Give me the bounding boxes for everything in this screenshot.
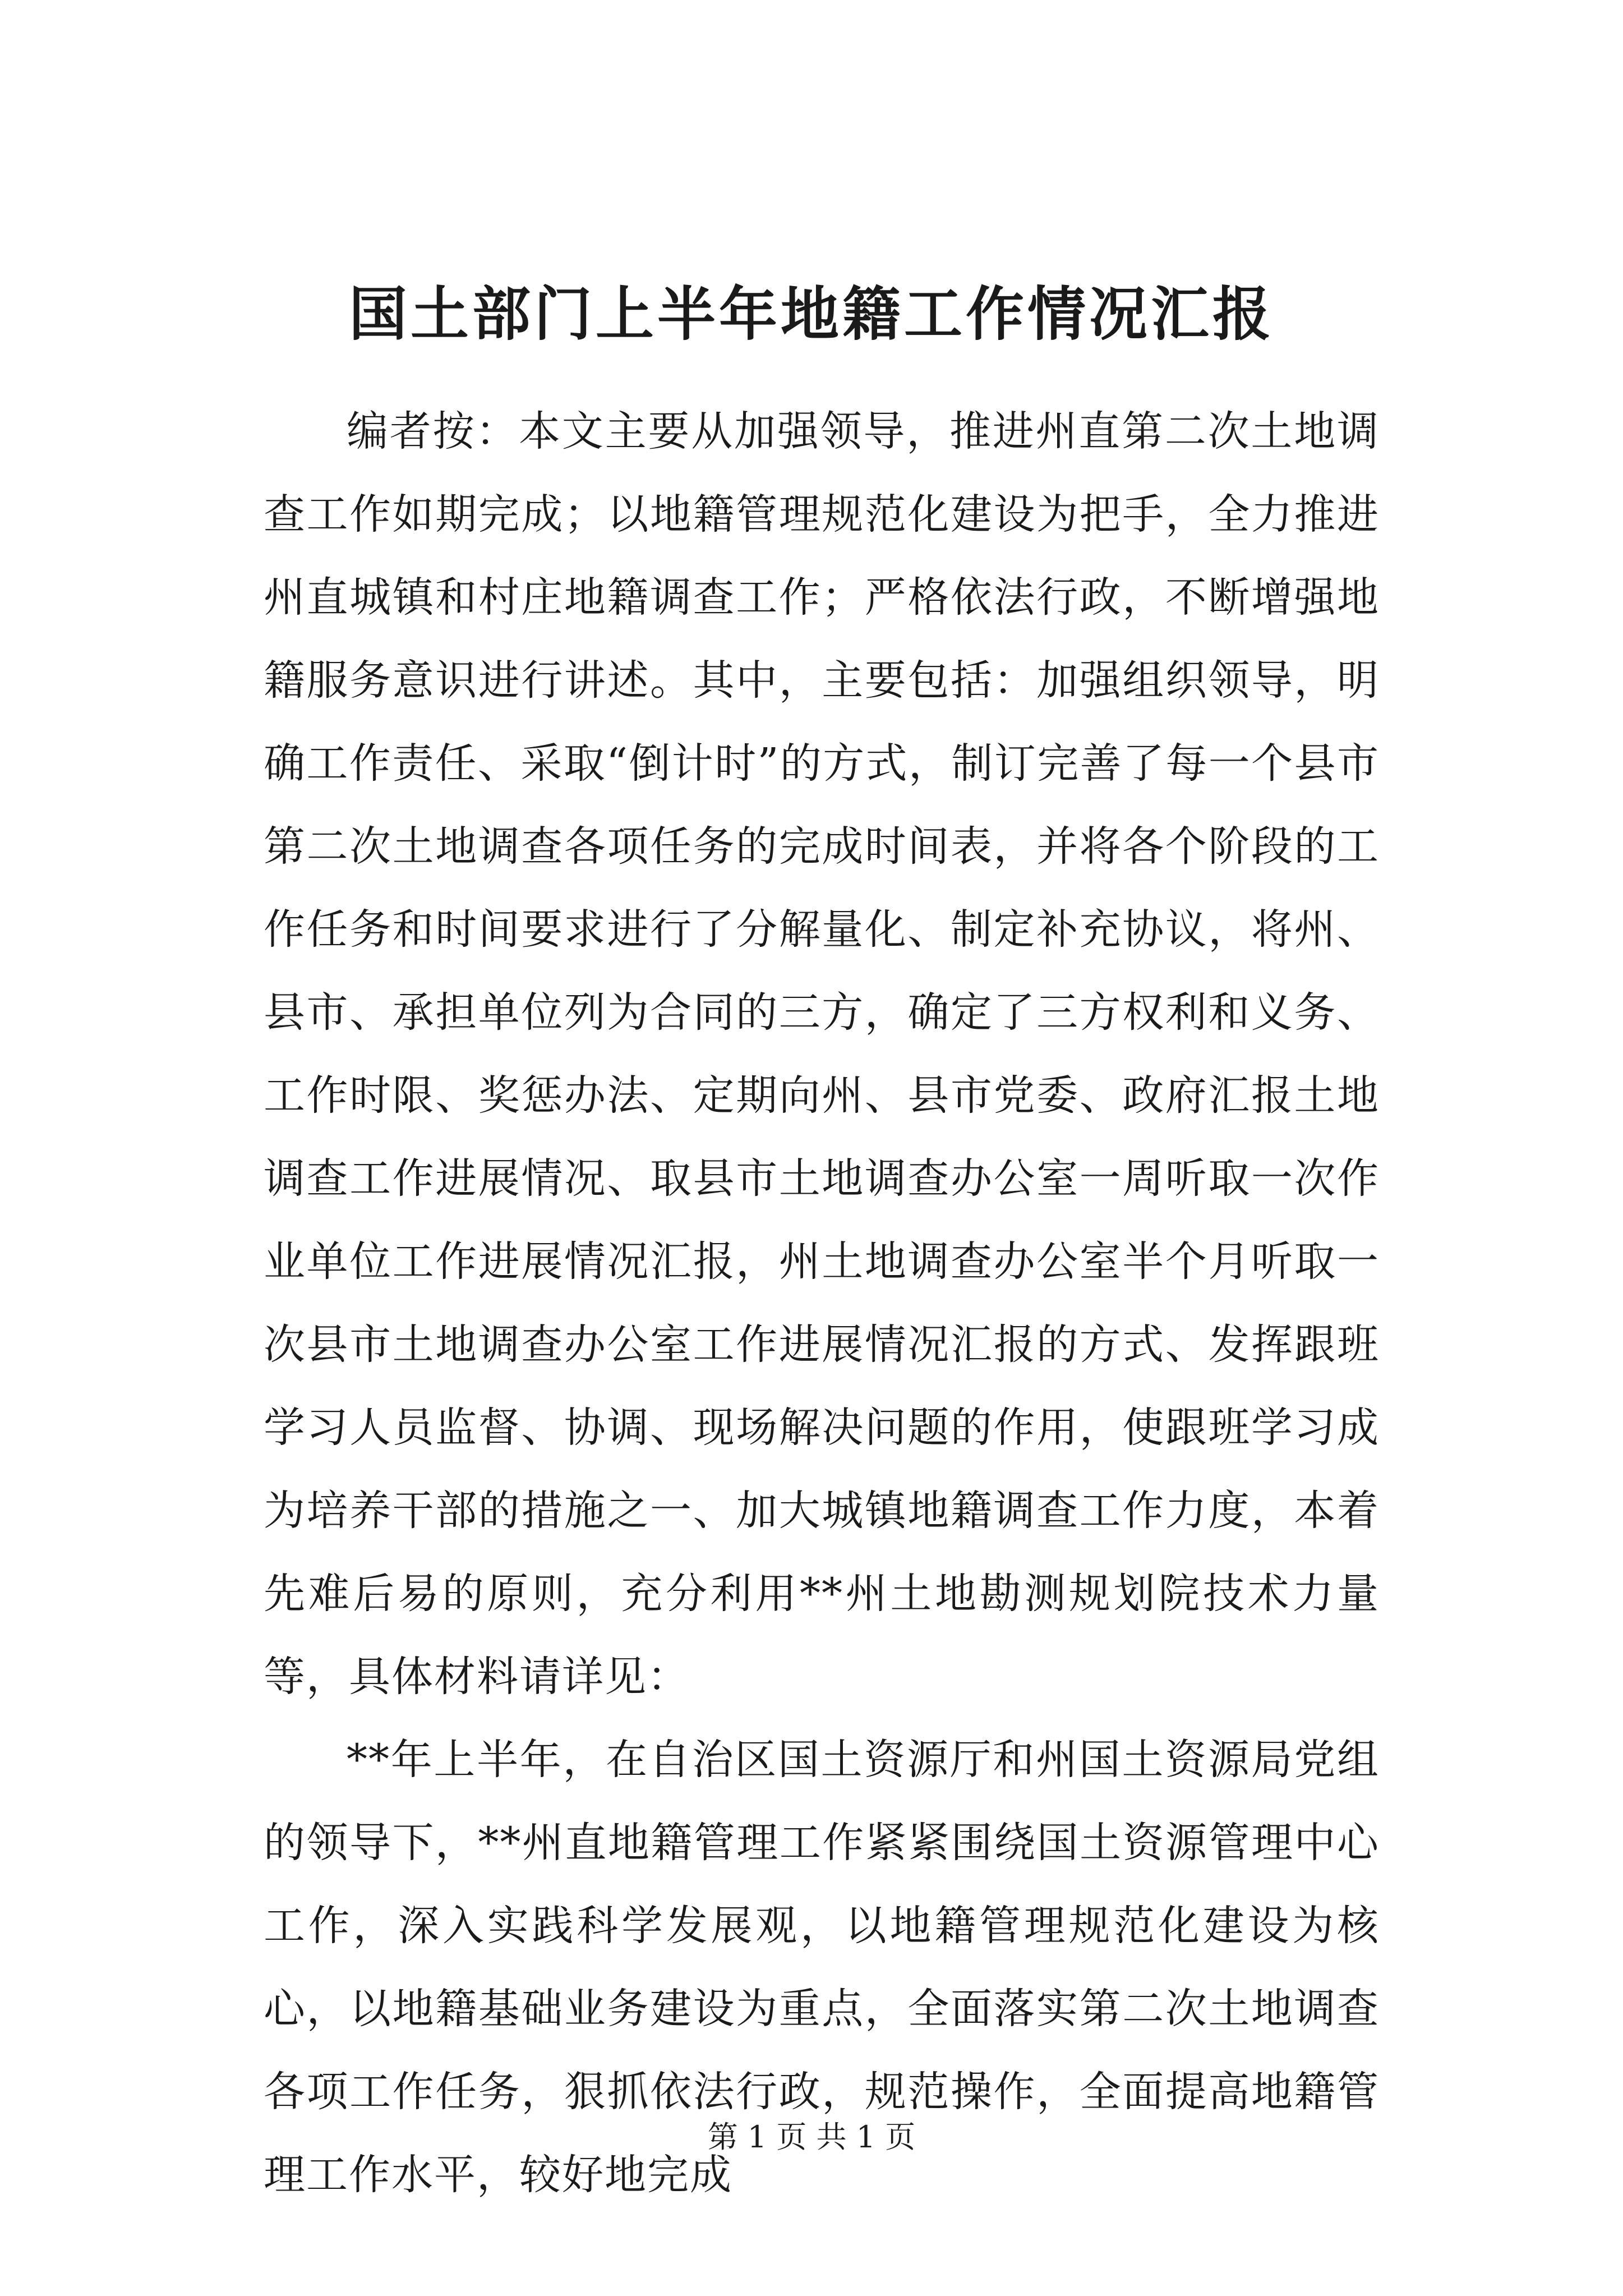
editor-note-paragraph: 编者按：本文主要从加强领导，推进州直第二次土地调查工作如期完成；以地籍管理规范化建设为把手，全力推进州直城镇和村庄地籍调查工作；严格依法行政，不断增强地籍服务意识进行讲述。其中，主要包括：加强组织领导，明确工作责任、采取“倒计时”的方式，制订完善了每一个县市第二次土地调查各项任务的完成时间表，并将各个阶段的工作任务和时间要求进行了分解量化、制定补充协议，将州、县市、承担单位列为合同的三方，确定了三方权利和义务、工作时限、奖惩办法、定期向州、县市党委、政府汇报土地调查工作进展情况、取县市土地调查办公室一周听取一次作业单位工作进展情况汇报，州土地调查办公室半个月听取一次县市土地调查办公室工作进展情况汇报的方式、发挥跟班学习人员监督、协调、现场解决问题的作用，使跟班学习成为培养干部的措施之一、加大城镇地籍调查工作力度，本着先难后易的原则，充分利用**州土地勘测规划院技术力量等，具体材料请详见： xyxy=(264,407,1380,1701)
document-title: 国土部门上半年地籍工作情况汇报 xyxy=(348,279,1274,348)
document-body xyxy=(264,390,1380,2216)
page-number-footer: 第 1 页 共 1 页 xyxy=(707,2119,916,2155)
body-paragraph: **年上半年，在自治区国土资源厅和州国土资源局党组的领导下，**州直地籍管理工作紧紧围绕国土资源管理中心工作，深入实践科学发展观，以地籍管理规范化建设为核心，以地籍基础业务建设为重点，全面落实第二次土地调查各项工作任务，狠抓依法行政，规范操作，全面提高地籍管理工作水平，较好地完成 xyxy=(264,1736,1380,2199)
